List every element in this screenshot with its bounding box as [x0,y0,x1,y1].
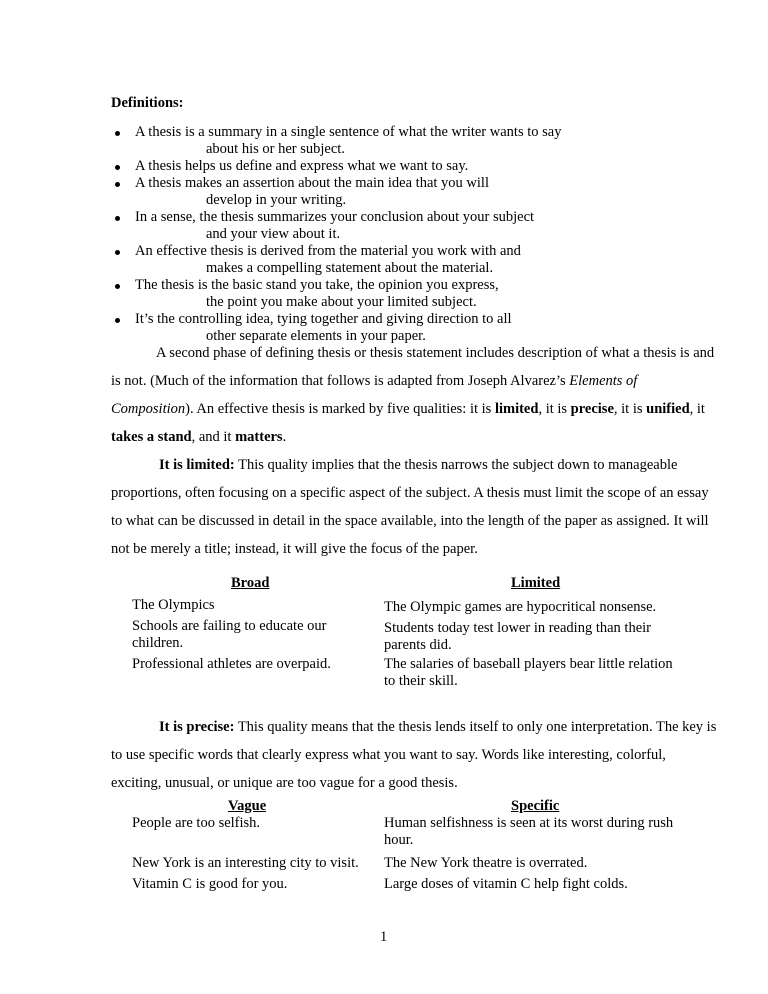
bullet-text: The thesis is the basic stand you take, the opinion you express, [135,277,499,293]
text-span: This quality means that the thesis lends itself to only one interpretation. The key is [234,719,717,735]
definitions-heading: Definitions: [111,95,184,111]
text-span: , it is [538,401,571,417]
bullet-text-continued: about his or her subject. [206,141,345,157]
table-cell: Students today test lower in reading than their [384,620,651,636]
book-title-part: Composition [111,401,186,417]
text-span: . [282,429,287,445]
text-span: , it [689,401,705,417]
bullet-text: A thesis makes an assertion about the main idea that you will [135,175,489,191]
quality-term: matters [235,429,283,445]
table-cell: to their skill. [384,673,458,689]
bullet-text-continued: the point you make about your limited subject. [206,294,477,310]
table-cell: The salaries of baseball players bear little relation [384,656,673,672]
table-cell: hour. [384,832,414,848]
bullet-dot-icon [115,318,120,323]
section-lead: It is precise: [159,719,235,735]
paragraph-line: not be merely a title; instead, it will give the focus of the paper. [111,541,478,557]
quality-term: takes a stand [111,429,192,445]
section-lead: It is limited: [159,457,235,473]
bullet-text-continued: and your view about it. [206,226,341,242]
table-cell: The New York theatre is overrated. [384,855,588,871]
table-cell: Schools are failing to educate our [132,618,327,634]
bullet-text: A thesis is a summary in a single sentence of what the writer wants to say [135,124,562,140]
text-span: , and it [191,429,236,445]
paragraph-line: exciting, unusual, or unique are too vague for a good thesis. [111,775,458,791]
bullet-dot-icon [115,182,120,187]
bullet-dot-icon [115,284,120,289]
text-span: This quality implies that the thesis narrows the subject down to manageable [234,457,678,473]
paragraph-line [111,429,286,446]
quality-term: unified [646,401,690,417]
paragraph-line [159,719,716,736]
text-span: , it is [613,401,647,417]
table-cell: Human selfishness is seen at its worst during rush [384,815,674,831]
table-cell: Professional athletes are overpaid. [132,656,331,672]
paragraph-line [111,401,705,418]
bullet-text-continued: develop in your writing. [206,192,347,208]
table-cell: Vitamin C is good for you. [132,876,288,892]
book-title-part: Elements of [569,373,638,389]
page-number: 1 [380,929,388,945]
paragraph-line: A second phase of defining thesis or thesis statement includes description of what a thesis is and [156,345,715,361]
bullet-text: In a sense, the thesis summarizes your conclusion about your subject [135,209,535,225]
bullet-dot-icon [115,250,120,255]
quality-term: precise [570,401,614,417]
column-header-broad: Broad [231,575,270,591]
bullet-dot-icon [115,165,120,170]
bullet-text-continued: makes a compelling statement about the material. [206,260,494,276]
bullet-text: An effective thesis is derived from the material you work with and [135,243,521,259]
text-span: is not. (Much of the information that follows is adapted from Joseph Alvarez’s [111,373,570,389]
bullet-text-continued: other separate elements in your paper. [206,328,426,344]
table-cell: Large doses of vitamin C help fight colds. [384,876,628,892]
bullet-dot-icon [115,131,120,136]
paragraph-line: proportions, often focusing on a specific aspect of the subject. A thesis must limit the scope of an essay [111,485,709,501]
paragraph-line [159,457,677,474]
bullet-text: A thesis helps us define and express what we want to say. [135,158,469,174]
table-cell: The Olympics [132,597,215,613]
quality-term: limited [494,401,539,417]
column-header-vague: Vague [228,798,267,814]
table-cell: parents did. [384,637,452,653]
bullet-text: It’s the controlling idea, tying together and giving direction to all [135,311,512,327]
bullet-dot-icon [115,216,120,221]
table-cell: New York is an interesting city to visit. [132,855,359,871]
paragraph-line: to use specific words that clearly express what you want to say. Words like interesting, colorful, [111,747,666,763]
table-cell: People are too selfish. [132,815,261,831]
column-header-specific: Specific [511,798,560,814]
paragraph-line: to what can be discussed in detail in the space available, into the length of the paper as assigned. It will [111,513,709,529]
column-header-limited: Limited [511,575,561,591]
table-cell: children. [132,635,184,651]
table-cell: The Olympic games are hypocritical nonsense. [384,599,657,615]
text-span: ). An effective thesis is marked by five qualities: it is [185,401,495,417]
paragraph-line [111,373,637,390]
